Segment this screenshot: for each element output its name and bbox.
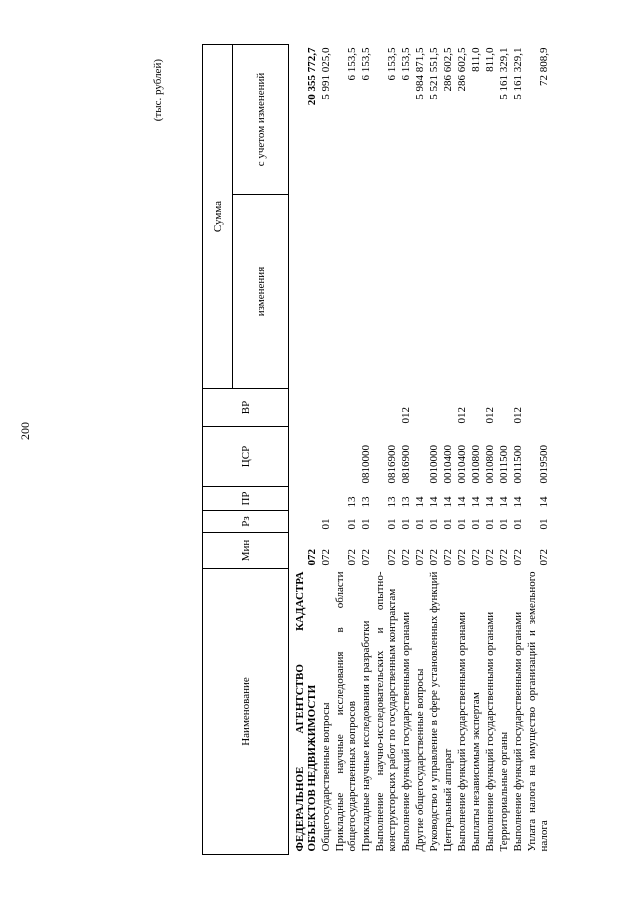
row-rz [293, 511, 319, 533]
row-csr: 0010000 [428, 445, 440, 484]
row-pr: 14 [512, 496, 524, 508]
row-total: 6 153,5 [346, 47, 358, 81]
row-name: Прикладные научные исследования и разработки [360, 620, 372, 852]
row-change [359, 195, 373, 389]
row-pr: 13 [360, 496, 372, 508]
header-summa: Сумма [203, 45, 233, 389]
row-change [413, 195, 427, 389]
row-name: Общегосударственные вопросы [320, 702, 332, 852]
row-csr: 0011500 [512, 445, 524, 484]
row-pr: 13 [386, 496, 398, 508]
table-row [427, 45, 441, 855]
table-row [469, 45, 483, 855]
header-vr: ВР [203, 389, 289, 427]
row-min: 072 [498, 549, 510, 566]
row-vr [319, 389, 333, 427]
row-total: 6 153,5 [360, 47, 372, 81]
row-change [441, 195, 455, 389]
row-change [483, 195, 497, 389]
row-pr: 14 [538, 496, 550, 508]
row-rz: 01 [442, 518, 454, 530]
row-vr: 012 [512, 407, 524, 424]
row-pr: 14 [456, 496, 468, 508]
header-rz: Рз [203, 511, 289, 533]
row-change [525, 195, 551, 389]
row-pr: 13 [346, 496, 358, 508]
header-changes: изменения [233, 195, 289, 389]
row-rz: 01 [386, 518, 398, 530]
header-csr: ЦСР [203, 427, 289, 487]
row-rz: 01 [538, 518, 550, 530]
row-change [373, 195, 399, 389]
row-name: Выполнение функций государственными органами [512, 611, 524, 852]
row-vr [497, 389, 511, 427]
row-name: Другие общегосударственные вопросы [414, 668, 426, 852]
row-csr [293, 427, 319, 487]
row-rz: 01 [498, 518, 510, 530]
row-vr: 012 [400, 407, 412, 424]
row-rz: 01 [470, 518, 482, 530]
row-rz: 01 [428, 518, 440, 530]
row-vr [441, 389, 455, 427]
row-csr: 0816900 [386, 445, 398, 484]
row-name: Выполнение функций государственными органами [456, 611, 468, 852]
row-min: 072 [320, 549, 332, 566]
row-pr [319, 487, 333, 511]
row-csr: 0810000 [360, 445, 372, 484]
row-pr [293, 487, 319, 511]
row-total: 72 808,9 [538, 47, 550, 86]
table-row [441, 45, 455, 855]
table-row [511, 45, 525, 855]
row-change [319, 195, 333, 389]
table-row [333, 45, 359, 855]
row-total: 5 521 551,5 [428, 47, 440, 100]
row-csr [413, 427, 427, 487]
row-min: 072 [386, 549, 398, 566]
table-row [497, 45, 511, 855]
row-change [469, 195, 483, 389]
row-total: 6 153,5 [400, 47, 412, 81]
row-total: 6 153,5 [386, 47, 398, 81]
table-body [289, 45, 552, 855]
rotated-page [150, 45, 620, 855]
row-name: Территориальные органы [498, 731, 510, 852]
row-name: Центральный аппарат [442, 748, 454, 852]
header-name: Наименование [203, 569, 289, 855]
row-rz: 01 [456, 518, 468, 530]
row-csr: 0010400 [456, 445, 468, 484]
table-row [455, 45, 469, 855]
row-min: 072 [306, 549, 318, 566]
table-row [483, 45, 497, 855]
row-pr: 14 [498, 496, 510, 508]
table-row [413, 45, 427, 855]
row-rz: 01 [320, 518, 332, 530]
row-vr [413, 389, 427, 427]
row-total: 5 161 329,1 [512, 47, 524, 100]
row-pr: 14 [470, 496, 482, 508]
budget-table [202, 44, 551, 855]
row-csr: 0019500 [538, 445, 550, 484]
header-pr: ПР [203, 487, 289, 511]
row-rz: 01 [512, 518, 524, 530]
row-csr: 0010800 [484, 445, 496, 484]
row-min: 072 [414, 549, 426, 566]
row-total: 20 355 772,7 [306, 47, 318, 106]
row-pr: 14 [484, 496, 496, 508]
row-vr [373, 389, 399, 427]
row-total: 5 984 871,5 [414, 47, 426, 100]
row-vr [427, 389, 441, 427]
row-min: 072 [360, 549, 372, 566]
row-min: 072 [400, 549, 412, 566]
row-total: 5 161 329,1 [498, 47, 510, 100]
row-vr [359, 389, 373, 427]
row-vr [469, 389, 483, 427]
row-vr: 012 [484, 407, 496, 424]
row-vr: 012 [456, 407, 468, 424]
row-pr: 14 [428, 496, 440, 508]
row-change [455, 195, 469, 389]
row-change [399, 195, 413, 389]
row-min: 072 [484, 549, 496, 566]
row-pr: 14 [442, 496, 454, 508]
row-change [427, 195, 441, 389]
row-total: 811,0 [484, 47, 496, 72]
row-rz: 01 [400, 518, 412, 530]
table-row [319, 45, 333, 855]
row-min: 072 [428, 549, 440, 566]
row-csr: 0816900 [400, 445, 412, 484]
row-min: 072 [512, 549, 524, 566]
row-vr [525, 389, 551, 427]
row-csr: 0010400 [442, 445, 454, 484]
row-csr [319, 427, 333, 487]
row-name: Уплата налога на имущество организаций и земельного налога [526, 571, 550, 852]
row-total: 5 991 025,0 [320, 47, 332, 100]
table-header [203, 45, 289, 855]
table-row [293, 45, 319, 855]
table-row [525, 45, 551, 855]
row-name: Выплаты независимым экспертам [470, 692, 482, 852]
row-min: 072 [470, 549, 482, 566]
row-total: 286 602,5 [456, 47, 468, 92]
row-min: 072 [346, 549, 358, 566]
row-min: 072 [456, 549, 468, 566]
row-rz: 01 [360, 518, 372, 530]
row-pr: 14 [414, 496, 426, 508]
row-name: Прикладные научные исследования в области общегосударственных вопросов [334, 571, 358, 852]
page-number: 200 [18, 422, 32, 440]
row-name: Выполнение научно-исследовательских и опытно-конструкторских работ по государственным контрактам [374, 571, 398, 852]
table-row [373, 45, 399, 855]
row-min: 072 [442, 549, 454, 566]
row-name: Руководство и управление в сфере установленных функций [428, 571, 440, 852]
table-row [399, 45, 413, 855]
row-vr [333, 389, 359, 427]
row-rz: 01 [346, 518, 358, 530]
row-name: Выполнение функций государственными органами [484, 611, 496, 852]
row-name: ФЕДЕРАЛЬНОЕ АГЕНТСТВО КАДАСТРА ОБЪЕКТОВ НЕДВИЖИМОСТИ [294, 571, 318, 852]
row-csr: 0011500 [498, 445, 510, 484]
row-min: 072 [538, 549, 550, 566]
row-csr [333, 427, 359, 487]
header-min: Мин [203, 533, 289, 569]
row-total: 286 602,5 [442, 47, 454, 92]
units-label: (тыс. рублей) [152, 59, 164, 122]
row-change [293, 195, 319, 389]
row-change [511, 195, 525, 389]
row-rz: 01 [414, 518, 426, 530]
table-row [359, 45, 373, 855]
row-change [497, 195, 511, 389]
row-vr [293, 389, 319, 427]
row-total: 811,0 [470, 47, 482, 72]
row-change [333, 195, 359, 389]
row-rz: 01 [484, 518, 496, 530]
header-with-changes: с учетом изменений [233, 45, 289, 195]
row-pr: 13 [400, 496, 412, 508]
row-name: Выполнение функций государственными органами [400, 611, 412, 852]
row-csr: 0010800 [470, 445, 482, 484]
